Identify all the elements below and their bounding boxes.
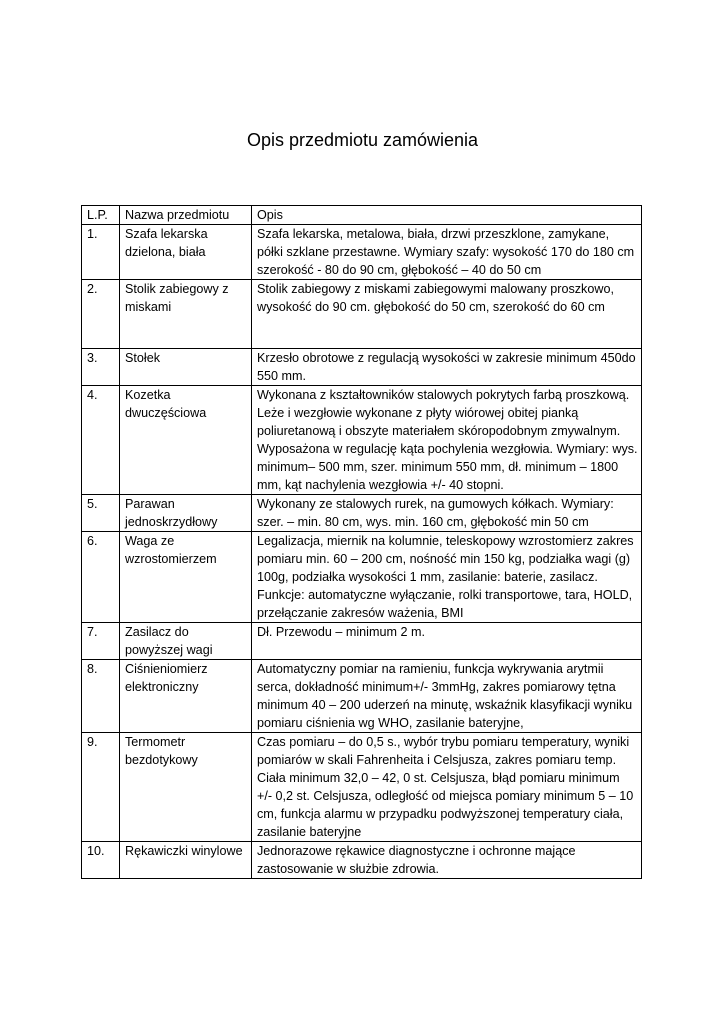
row-lp: 6.: [82, 532, 120, 623]
table-header-row: [82, 206, 642, 225]
items-table: [81, 205, 642, 879]
row-description: Wykonana z kształtowników stalowych pokrytych farbą proszkową. Leże i wezgłowie wykonane z płyty wiórowej obitej pianką poliuretanową i obszyte materiałem skóropodobnym zmywalnym. Wyposażona w regulację kąta pochylenia wezgłowia. Wymiary: wys. minimum– 500 mm, szer. minimum 550 mm, dł. minimum – 1800 mm, kąt nachylenia wezgłowia +/- 40 stopni.: [252, 386, 642, 495]
row-description: Czas pomiaru – do 0,5 s., wybór trybu pomiaru temperatury, wyniki pomiarów w skali Fahrenheita i Celsjusza, zakres pomiaru temp. Ciała minimum 32,0 – 42, 0 st. Celsjusza, błąd pomiaru minimum +/- 0,2 st. Celsjusza, odległość od miejsca pomiary minimum 5 – 10 cm, funkcja alarmu w przypadku podwyższonej temperatury ciała, zasilanie bateryjne: [252, 733, 642, 842]
row-description: Wykonany ze stalowych rurek, na gumowych kółkach. Wymiary: szer. – min. 80 cm, wys. min. 160 cm, głębokość min 50 cm: [252, 495, 642, 532]
row-description: Automatyczny pomiar na ramieniu, funkcja wykrywania arytmii serca, dokładność minimum+/- 3mmHg, zakres pomiarowy tętna minimum 40 – 200 uderzeń na minutę, wskaźnik klasyfikacji wyniku pomiaru ciśnienia wg WHO, zasilanie bateryjne,: [252, 660, 642, 733]
row-name: Termometr bezdotykowy: [120, 733, 252, 842]
table-row: [82, 842, 642, 879]
table-row: [82, 532, 642, 623]
row-name: Ciśnieniomierz elektroniczny: [120, 660, 252, 733]
page-title: Opis przedmiotu zamówienia: [246, 130, 479, 150]
table-row: [82, 386, 642, 495]
row-description: Legalizacja, miernik na kolumnie, teleskopowy wzrostomierz zakres pomiaru min. 60 – 200 cm, nośność min 150 kg, podziałka wagi (g) 100g, podziałka wysokości 1 mm, zasilanie: baterie, zasilacz. Funkcje: automatyczne wyłączanie, rolki transportowe, tara, HOLD, przełączanie zakresów ważenia, BMI: [252, 532, 642, 623]
row-description: Jednorazowe rękawice diagnostyczne i ochronne mające zastosowanie w służbie zdrowia.: [252, 842, 642, 879]
row-lp: 7.: [82, 623, 120, 660]
row-description: Stolik zabiegowy z miskami zabiegowymi malowany proszkowo, wysokość do 90 cm. głębokość do 50 cm, szerokość do 60 cm: [252, 280, 642, 349]
table-row: [82, 660, 642, 733]
row-description: Szafa lekarska, metalowa, biała, drzwi przeszklone, zamykane, półki szklane przestawne. Wymiary szafy: wysokość 170 do 180 cm szerokość - 80 do 90 cm, głębokość – 40 do 50 cm: [252, 225, 642, 280]
row-name: Rękawiczki winylowe: [120, 842, 252, 879]
table-row: [82, 495, 642, 532]
row-name: Zasilacz do powyższej wagi: [120, 623, 252, 660]
row-name: Parawan jednoskrzydłowy: [120, 495, 252, 532]
row-lp: 9.: [82, 733, 120, 842]
table-row: [82, 733, 642, 842]
row-lp: 5.: [82, 495, 120, 532]
row-name: Szafa lekarska dzielona, biała: [120, 225, 252, 280]
row-lp: 4.: [82, 386, 120, 495]
row-name: Stołek: [120, 349, 252, 386]
row-lp: 8.: [82, 660, 120, 733]
row-description: Krzesło obrotowe z regulacją wysokości w zakresie minimum 450do 550 mm.: [252, 349, 642, 386]
row-lp: 1.: [82, 225, 120, 280]
header-name: Nazwa przedmiotu: [120, 206, 252, 225]
row-name: Waga ze wzrostomierzem: [120, 532, 252, 623]
row-name: Stolik zabiegowy z miskami: [120, 280, 252, 349]
row-lp: 2.: [82, 280, 120, 349]
table-row: [82, 225, 642, 280]
row-lp: 3.: [82, 349, 120, 386]
row-description: Dł. Przewodu – minimum 2 m.: [252, 623, 642, 660]
header-description: Opis: [252, 206, 642, 225]
table-row: [82, 623, 642, 660]
header-lp: L.P.: [82, 206, 120, 225]
row-name: Kozetka dwuczęściowa: [120, 386, 252, 495]
table-row: [82, 280, 642, 349]
table-row: [82, 349, 642, 386]
row-lp: 10.: [82, 842, 120, 879]
